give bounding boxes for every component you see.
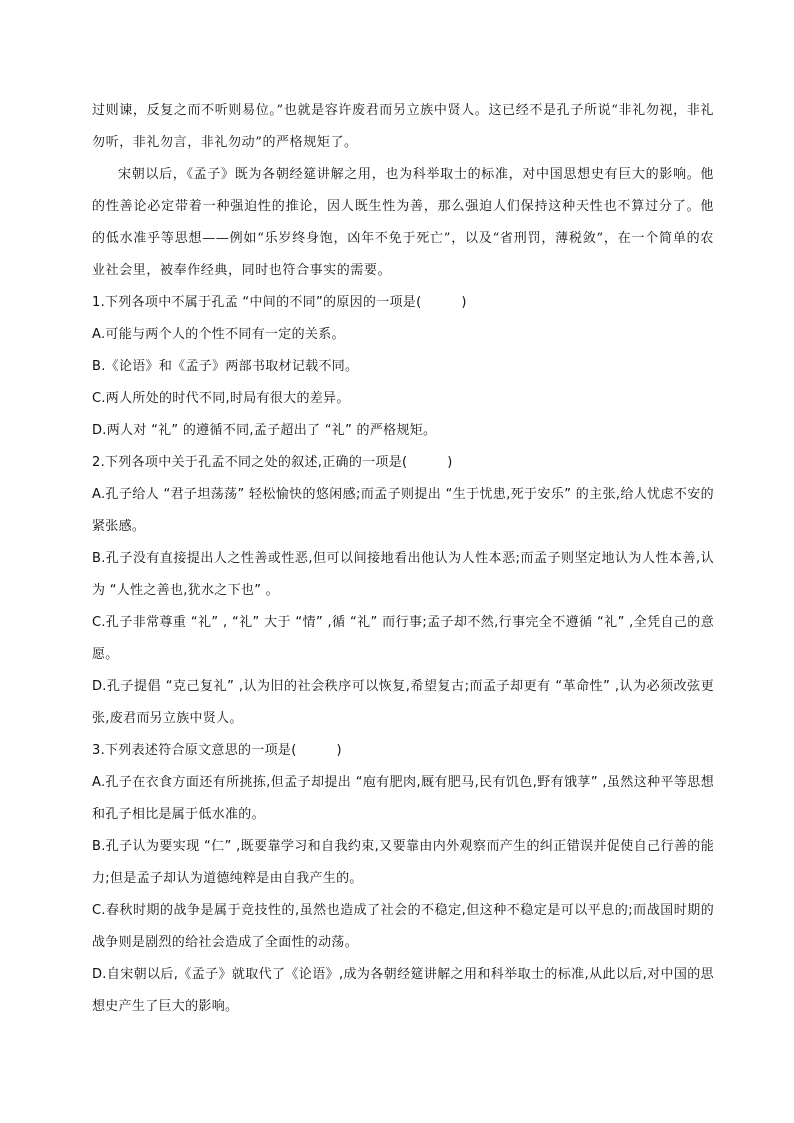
passage-paragraph-2: 宋朝以后，《孟子》既为各朝经筵讲解之用，也为科举取士的标准，对中国思想史有巨大的影响。他的性善论必定带着一种强迫性的推论，因人既生性为善，那么强迫人们保持这种天性也不算过分了。他的低水准乎等思想——例如“乐岁终身饱，凶年不免于死亡”，以及“省刑罚，薄税敛”，在一个简单的农业社会里，被奉作经典，同时也符合事实的需要。 [92,167,714,278]
question-3-option-a: A.孔子在衣食方面还有所挑拣,但孟子却提出 “庖有肥肉,厩有肥马,民有饥色,野有饿莩” ,虽然这种平等思想和孔子相比是属于低水准的。 [92,775,714,822]
question-2-option-d: D.孔子提倡 “克己复礼” ,认为旧的社会秩序可以恢复,希望复古;而孟子却更有 “革命性” ,认为必须改弦更张,废君而另立族中贤人。 [92,679,714,726]
document-page [92,95,714,1023]
question-1-option-d: D.两人对 “礼” 的遵循不同,孟子超出了 “礼” 的严格规矩。 [92,423,437,438]
question-3 [92,735,714,1023]
passage-paragraph-1: 过则谏，反复之而不听则易位。”也就是容许废君而另立族中贤人。这已经不是孔子所说“非礼勿视，非礼勿听，非礼勿言，非礼勿动”的严格规矩了。 [92,103,714,150]
question-3-stem: 3.下列表述符合原文意思的一项是( ) [92,743,342,758]
question-2-option-a: A.孔子给人 “君子坦荡荡” 轻松愉快的悠闲感;而孟子则提出 “生于忧患,死于安乐” 的主张,给人忧虑不安的紧张感。 [92,487,714,534]
question-1-option-c: C.两人所处的时代不同,时局有很大的差异。 [92,391,350,406]
question-1 [92,287,714,447]
question-2 [92,447,714,735]
question-1-stem: 1.下列各项中不属于孔孟 “中间的不同”的原因的一项是( ) [92,295,467,310]
question-3-option-c: C.春秋时期的战争是属于竞技性的,虽然也造成了社会的不稳定,但这种不稳定是可以平息的;而战国时期的战争则是剧烈的给社会造成了全面性的动荡。 [92,903,714,950]
question-1-option-a: A.可能与两个人的个性不同有一定的关系。 [92,327,345,342]
question-3-option-b: B.孔子认为要实现 “仁” ,既要靠学习和自我约束,又要靠由内外观察而产生的纠正错误并促使自己行善的能力;但是孟子却认为道德纯粹是由自我产生的。 [92,839,714,886]
question-1-option-b: B.《论语》和《孟子》两部书取材记载不同。 [92,359,359,374]
question-3-option-d: D.自宋朝以后,《孟子》就取代了《论语》,成为各朝经筵讲解之用和科举取士的标准,从此以后,对中国的思想史产生了巨大的影响。 [92,967,714,1014]
question-2-option-c: C.孔子非常尊重 “礼” , “礼” 大于 “情” ,循 “礼” 而行事;孟子却不然,行事完全不遵循 “礼” ,全凭自己的意愿。 [92,615,714,662]
question-2-option-b: B.孔子没有直接提出人之性善或性恶,但可以间接地看出他认为人性本恶;而孟子则坚定地认为人性本善,认为 “人性之善也,犹水之下也” 。 [92,551,714,598]
question-2-stem: 2.下列各项中关于孔孟不同之处的叙述,正确的一项是( ) [92,455,453,470]
